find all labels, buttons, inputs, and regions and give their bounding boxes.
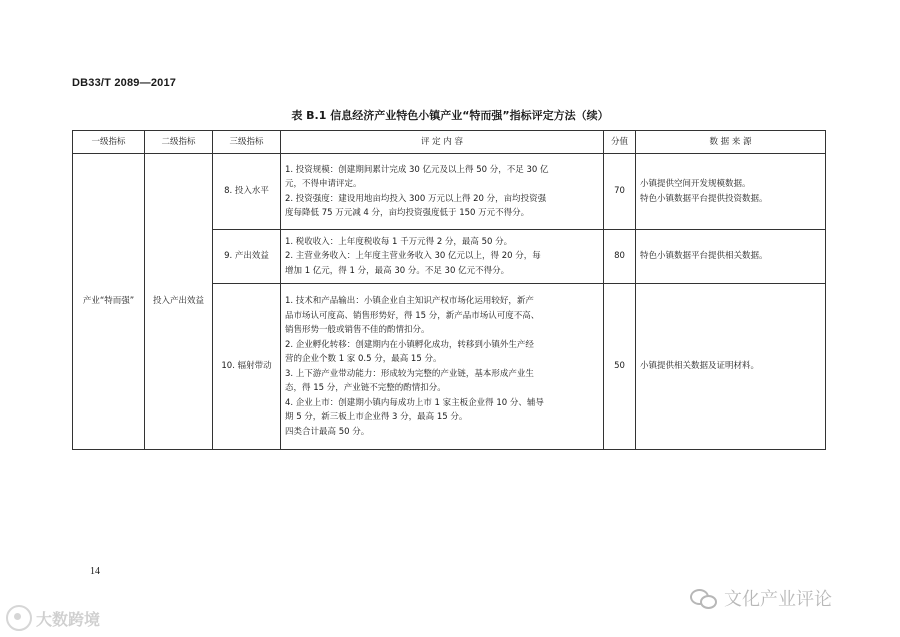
- criteria-line: 元，不得申请评定。: [285, 179, 362, 189]
- criteria-line: 1. 税收收入：上年度税收每 1 千万元得 2 分，最高 50 分。: [285, 236, 513, 247]
- wechat-icon: [690, 587, 718, 609]
- criteria-line: 2. 主营业务收入：上年度主营业务收入 30 亿元以上，得 20 分，每: [285, 251, 541, 262]
- cell-criteria: [281, 284, 604, 450]
- criteria-line: 销售形势一般或销售不佳的酌情扣分。: [285, 325, 430, 335]
- table-title: 表 B.1 信息经济产业特色小镇产业“特而强”指标评定方法（续）: [291, 109, 609, 122]
- table-row: [73, 154, 826, 230]
- brand-logo-icon: [6, 605, 32, 631]
- cell-score: 70: [604, 154, 636, 230]
- source-line: 特色小镇数据平台提供投资数据。: [640, 193, 768, 204]
- cell-level2: 投入产出效益: [145, 154, 213, 450]
- cell-criteria: [281, 154, 604, 230]
- header-score: 分值: [604, 131, 636, 154]
- cell-score: 50: [604, 284, 636, 450]
- evaluation-table: [72, 130, 826, 450]
- cell-source: [636, 230, 826, 284]
- watermark-right-text: 文化产业评论: [724, 589, 832, 610]
- cell-level3: 8. 投入水平: [213, 154, 281, 230]
- source-line: 小镇提供空间开发规模数据。: [640, 179, 751, 189]
- criteria-line: 品市场认可度高、销售形势好，得 15 分，新产品市场认可度不高、: [285, 310, 540, 321]
- cell-source: [636, 154, 826, 230]
- criteria-line: 态，得 15 分，产业链不完整的酌情扣分。: [285, 383, 446, 393]
- criteria-line: 度每降低 75 万元减 4 分，亩均投资强度低于 150 万元不得分。: [285, 208, 530, 218]
- criteria-line: 1. 投资规模：创建期间累计完成 30 亿元及以上得 50 分，不足 30 亿: [285, 164, 549, 175]
- document-code: DB33/T 2089—2017: [72, 77, 177, 89]
- page-number: 14: [90, 566, 100, 577]
- source-line: 特色小镇数据平台提供相关数据。: [640, 251, 768, 262]
- source-line: 小镇提供相关数据及证明材料。: [640, 361, 760, 372]
- cell-score: 80: [604, 230, 636, 284]
- header-level1: 一级指标: [73, 131, 145, 154]
- header-criteria: 评 定 内 容: [281, 131, 604, 154]
- watermark-left-text: 大数跨境: [36, 609, 101, 629]
- criteria-line: 营的企业个数 1 家 0.5 分，最高 15 分。: [285, 354, 442, 364]
- criteria-line: 增加 1 亿元，得 1 分，最高 30 分。不足 30 亿元不得分。: [285, 265, 510, 276]
- cell-criteria: [281, 230, 604, 284]
- table-header-row: [73, 131, 826, 154]
- cell-source: [636, 284, 826, 450]
- watermark-left: [6, 605, 100, 631]
- criteria-line: 3. 上下游产业带动能力：形成较为完整的产业链，基本形成产业生: [285, 368, 534, 379]
- cell-level1: 产业“特而强”: [73, 154, 145, 450]
- cell-level3: 10. 辐射带动: [213, 284, 281, 450]
- criteria-line: 1. 技术和产品输出：小镇企业自主知识产权市场化运用较好，新产: [285, 296, 534, 306]
- criteria-line: 四类合计最高 50 分。: [285, 426, 370, 437]
- header-level2: 二级指标: [145, 131, 213, 154]
- criteria-line: 2. 企业孵化转移：创建期内在小镇孵化成功，转移到小镇外生产经: [285, 339, 534, 350]
- criteria-line: 期 5 分，新三板上市企业得 3 分，最高 15 分。: [285, 412, 468, 422]
- header-source: 数 据 来 源: [636, 131, 826, 154]
- criteria-line: 2. 投资强度：建设用地亩均投入 300 万元以上得 20 分，亩均投资强: [285, 193, 547, 204]
- cell-level3: 9. 产出效益: [213, 230, 281, 284]
- header-level3: 三级指标: [213, 131, 281, 154]
- criteria-line: 4. 企业上市：创建期小镇内每成功上市 1 家主板企业得 10 分、辅导: [285, 397, 544, 408]
- watermark-right: [690, 585, 832, 611]
